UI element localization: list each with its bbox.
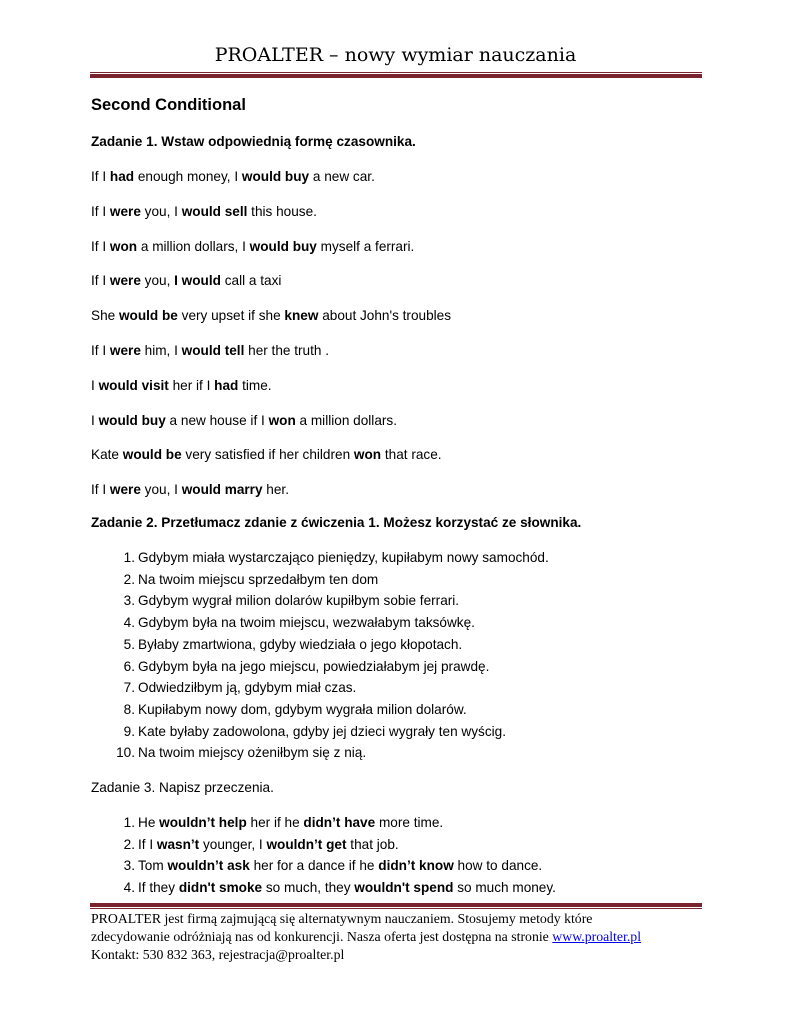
task1-sentence — [91, 378, 272, 393]
answer-bold: would be — [122, 447, 182, 463]
page-header-title: PROALTER – nowy wymiar nauczania — [214, 44, 577, 66]
list-number: 9. — [123, 723, 135, 739]
answer-bold: would be — [118, 308, 178, 324]
answer-bold: knew — [284, 308, 319, 324]
sentence-fragment: so much money. — [453, 880, 556, 896]
list-number: 6. — [123, 658, 135, 674]
sentence-fragment: that job. — [346, 836, 399, 852]
sentence-fragment: Kate — [91, 447, 123, 463]
list-number: 4. — [123, 615, 135, 631]
task1-sentence — [91, 204, 317, 219]
list-number: 3. — [123, 858, 135, 874]
answer-bold: won — [353, 447, 382, 463]
list-number: 1. — [123, 815, 135, 830]
task1-sentence — [91, 482, 289, 497]
sentence-fragment: If I — [91, 273, 110, 289]
answer-bold: I would — [174, 273, 221, 289]
sentence-fragment: about John's troubles — [318, 308, 452, 324]
list-text — [138, 880, 556, 895]
sentence-fragment: her for a dance if he — [249, 858, 379, 874]
sentence-fragment: younger, I — [199, 836, 267, 852]
task1-heading: Zadanie 1. Wstaw odpowiednią formę czasownika. — [91, 134, 416, 149]
list-text — [138, 858, 542, 873]
sentence-fragment: I — [91, 412, 99, 428]
list-number: 2. — [123, 571, 135, 587]
sentence-fragment: her the truth . — [244, 343, 329, 358]
footer-line-3: Kontakt: 530 832 363, rejestracja@proalter.pl — [91, 947, 345, 962]
sentence-fragment: If I — [91, 482, 110, 498]
footer-line-2 — [91, 928, 711, 946]
sentence-fragment: that race. — [381, 447, 442, 463]
answer-bold: would buy — [249, 238, 317, 254]
answer-bold: were — [109, 203, 141, 219]
answer-bold: would buy — [241, 169, 310, 184]
sentence-fragment: her if I — [168, 377, 215, 393]
sentence-fragment: I — [91, 377, 99, 393]
list-text: Gdybym była na twoim miejscu, wezwałabym taksówkę. — [138, 615, 475, 631]
sentence-fragment: time. — [238, 377, 272, 393]
sentence-fragment: a million dollars. — [295, 412, 397, 428]
header-rule-thin — [90, 72, 702, 73]
sentence-fragment: a million dollars, I — [137, 238, 250, 254]
footer-line-2-text: zdecydowanie odróżniają nas od konkurencji. Nasza oferta jest dostępna na stronie — [91, 929, 553, 944]
sentence-fragment: very upset if she — [177, 308, 285, 324]
answer-bold: wouldn't spend — [354, 880, 454, 896]
header-rule-thick — [90, 74, 702, 78]
sentence-fragment: call a taxi — [220, 273, 282, 289]
list-text: Gdybym była na jego miejscu, powiedziałabym jej prawdę. — [138, 658, 490, 674]
sentence-fragment: this house. — [247, 203, 317, 219]
website-link[interactable]: www.proalter.pl — [552, 929, 642, 944]
task1-sentence — [91, 169, 375, 184]
list-number: 8. — [123, 701, 135, 717]
list-text — [138, 815, 443, 830]
task1-sentence — [91, 308, 451, 323]
answer-bold: didn't smoke — [178, 880, 263, 896]
answer-bold: were — [109, 482, 141, 498]
list-text — [138, 837, 399, 852]
sentence-fragment: She — [91, 308, 119, 324]
answer-bold: were — [109, 273, 141, 289]
sentence-fragment: If I — [91, 238, 110, 254]
list-number: 4. — [123, 880, 135, 896]
answer-bold: didn’t know — [378, 858, 454, 874]
list-text: Odwiedziłbym ją, gdybym miał czas. — [138, 680, 357, 696]
sentence-fragment: more time. — [375, 815, 444, 830]
sentence-fragment: enough money, I — [134, 169, 242, 184]
sentence-fragment: him, I — [140, 343, 182, 358]
sentence-fragment: He — [138, 815, 160, 830]
section-title: Second Conditional — [91, 96, 246, 114]
task1-sentence — [91, 273, 281, 288]
sentence-fragment: you, I — [140, 482, 182, 498]
answer-bold: were — [109, 343, 141, 358]
footer — [91, 910, 711, 964]
task2-heading: Zadanie 2. Przetłumacz zdanie z ćwiczenia 1. Możesz korzystać ze słownika. — [91, 515, 582, 530]
footer-rule-thin — [90, 908, 702, 909]
sentence-fragment: Tom — [138, 858, 168, 874]
answer-bold: had — [109, 169, 135, 184]
sentence-fragment: a new car. — [309, 169, 375, 184]
list-text: Na twoim miejscu sprzedałbym ten dom — [138, 571, 379, 587]
list-text: Gdybym miała wystarczająco pieniędzy, kupiłabym nowy samochód. — [138, 550, 549, 565]
list-number: 2. — [123, 836, 135, 852]
answer-bold: would tell — [181, 343, 245, 358]
sentence-fragment: her if he — [246, 815, 304, 830]
answer-bold: would marry — [181, 482, 263, 498]
list-number: 1. — [123, 550, 135, 565]
list-text: Na twoim miejscy ożeniłbym się z nią. — [138, 745, 367, 761]
answer-bold: didn’t have — [303, 815, 376, 830]
list-text: Byłaby zmartwiona, gdyby wiedziała o jego kłopotach. — [138, 636, 463, 652]
answer-bold: wouldn’t get — [266, 836, 347, 852]
sentence-fragment: If I — [91, 169, 110, 184]
answer-bold: wouldn’t help — [159, 815, 247, 830]
list-number: 10. — [116, 745, 135, 761]
footer-rule-thick — [90, 903, 702, 907]
list-text: Kupiłabym nowy dom, gdybym wygrała milion dolarów. — [138, 701, 467, 717]
sentence-fragment: If I — [91, 343, 110, 358]
sentence-fragment: If I — [138, 836, 157, 852]
answer-bold: had — [214, 377, 239, 393]
answer-bold: won — [268, 412, 296, 428]
sentence-fragment: her. — [262, 482, 289, 498]
task1-sentence — [91, 413, 397, 428]
footer-line-1: PROALTER jest firmą zajmującą się alternatywnym nauczaniem. Stosujemy metody które — [91, 911, 593, 926]
list-number: 3. — [123, 593, 135, 609]
sentence-fragment: If they — [138, 880, 179, 896]
sentence-fragment: a new house if I — [165, 412, 269, 428]
task3-heading: Zadanie 3. Napisz przeczenia. — [91, 780, 274, 795]
answer-bold: would visit — [98, 377, 169, 393]
answer-bold: won — [109, 238, 138, 254]
list-text: Gdybym wygrał milion dolarów kupiłbym sobie ferrari. — [138, 593, 460, 609]
list-text: Kate byłaby zadowolona, gdyby jej dzieci wygrały ten wyścig. — [138, 723, 506, 739]
answer-bold: would buy — [98, 412, 166, 428]
answer-bold: wouldn’t ask — [167, 858, 250, 874]
list-number: 5. — [123, 636, 135, 652]
sentence-fragment: you, — [140, 273, 175, 289]
sentence-fragment: you, I — [140, 203, 182, 219]
sentence-fragment: how to dance. — [453, 858, 543, 874]
sentence-fragment: myself a ferrari. — [316, 238, 415, 254]
task1-sentence — [91, 239, 414, 254]
sentence-fragment: so much, they — [262, 880, 355, 896]
sentence-fragment: If I — [91, 203, 110, 219]
sentence-fragment: very satisfied if her children — [181, 447, 354, 463]
answer-bold: wasn’t — [156, 836, 200, 852]
list-number: 7. — [123, 680, 135, 696]
answer-bold: would sell — [181, 203, 248, 219]
task1-sentence — [91, 343, 329, 358]
task1-sentence — [91, 447, 442, 462]
